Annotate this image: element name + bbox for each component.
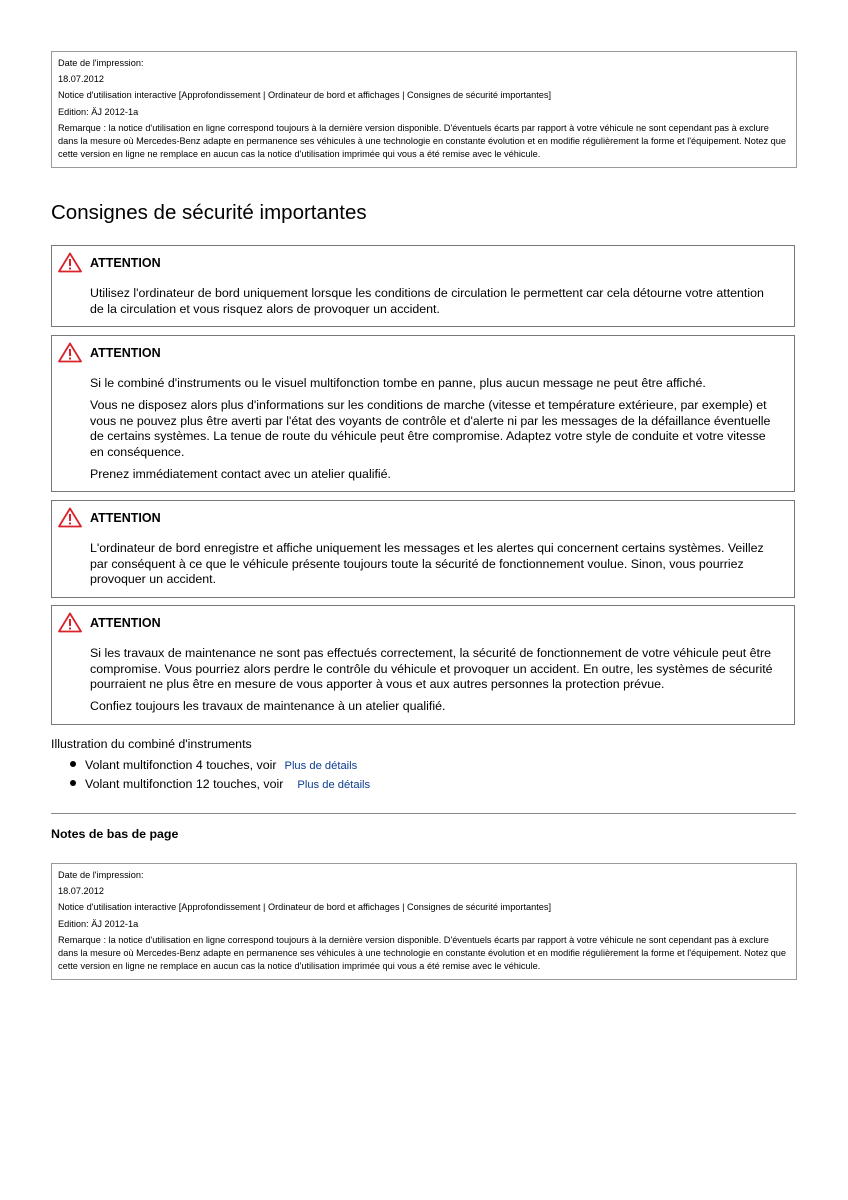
more-details-link[interactable]: Plus de détails [284, 760, 358, 772]
list-item-text: Volant multifonction 4 touches, voir [85, 758, 277, 772]
warning-body [90, 646, 774, 721]
warning-paragraph: Si le combiné d'instruments ou le visuel multifonction tombe en panne, plus aucun message ne peut être affiché. [90, 376, 706, 390]
warning-title: ATTENTION [90, 346, 161, 360]
list-item [70, 757, 357, 774]
warning-title: ATTENTION [90, 256, 161, 270]
warning-paragraph: Utilisez l'ordinateur de bord uniquement lorsque les conditions de circulation le permettent car cela détourne votre attention de la circulation et vous risquez alors de provoquer un accident. [90, 286, 764, 316]
warning-triangle-icon [58, 507, 82, 528]
warning-paragraph: Si les travaux de maintenance ne sont pas effectués correctement, la sécurité de fonctionnement de votre véhicule peut être compromise. Vous pourriez alors perdre le contrôle du véhicule et provoquer un accident. En outre, les systèmes de sécurité pourraient ne plus être en mesure de vous apporter à vous et aux autres personnes la protection prévue. [90, 646, 773, 692]
warning-triangle-icon [58, 612, 82, 633]
warning-body [90, 286, 774, 324]
bullet-dot [70, 780, 76, 786]
remark-text: Remarque : la notice d'utilisation en ligne correspond toujours à la dernière version disponible. D'éventuels écarts par rapport à votre véhicule ne sont cependant pas à exclure dans la mesure où Mercedes-Benz adapte en permanence ses véhicules à une technologie en constante évolution et en modifie régulièrement la forme et l'équipement. Notez que cette version en ligne ne remplace en aucun cas la notice d'utilisation imprimée qui vous a été remise avec le véhicule. [58, 122, 787, 160]
warning-box [51, 605, 795, 725]
notice-breadcrumb: Notice d'utilisation interactive [Approfondissement | Ordinateur de bord et affichages | Consignes de sécurité importantes] [58, 90, 552, 101]
print-date-label: Date de l'impression: [58, 870, 144, 880]
list-item [70, 776, 370, 793]
warning-body [90, 376, 774, 489]
warning-box [51, 500, 795, 598]
print-date-value: 18.07.2012 [58, 74, 104, 85]
warning-paragraph: L'ordinateur de bord enregistre et affiche uniquement les messages et les alertes qui concernent certains systèmes. Veillez par conséquent à ce que le véhicule présente toujours toute la sécurité de fonctionnement voulue. Sinon, vous pourriez provoquer un accident. [90, 541, 764, 587]
footnotes-heading: Notes de bas de page [51, 827, 179, 841]
warning-body [90, 541, 774, 594]
warning-triangle-icon [58, 342, 82, 363]
divider [51, 813, 796, 814]
warning-title: ATTENTION [90, 511, 161, 525]
print-info-header [51, 51, 797, 168]
edition-text: Edition: ÄJ 2012-1a [58, 106, 139, 117]
bullet-dot [70, 761, 76, 767]
warning-paragraph: Prenez immédiatement contact avec un atelier qualifié. [90, 466, 391, 481]
warning-title: ATTENTION [90, 616, 161, 630]
warning-box [51, 245, 795, 327]
illustration-label: Illustration du combiné d'instruments [51, 737, 252, 751]
remark-text: Remarque : la notice d'utilisation en ligne correspond toujours à la dernière version disponible. D'éventuels écarts par rapport à votre véhicule ne sont cependant pas à exclure dans la mesure où Mercedes-Benz adapte en permanence ses véhicules à une technologie en constante évolution et en modifie régulièrement la forme et l'équipement. Notez que cette version en ligne ne remplace en aucun cas la notice d'utilisation imprimée qui vous a été remise avec le véhicule. [58, 934, 787, 972]
notice-breadcrumb: Notice d'utilisation interactive [Approfondissement | Ordinateur de bord et affichages | Consignes de sécurité importantes] [58, 902, 552, 913]
warning-box [51, 335, 795, 492]
print-date-label: Date de l'impression: [58, 58, 144, 68]
page-title: Consignes de sécurité importantes [51, 201, 367, 224]
more-details-link[interactable]: Plus de détails [297, 779, 371, 791]
warning-paragraph: Vous ne disposez alors plus d'informations sur les conditions de marche (vitesse et température extérieure, par exemple) et vous ne pouvez plus être averti par l'état des voyants de contrôle et d'alerte ni par les messages de la défaillance éventuelle de certains systèmes. La tenue de route du véhicule peut être compromise. Adaptez votre style de conduite et votre vitesse en conséquence. [90, 398, 771, 459]
edition-text: Edition: ÄJ 2012-1a [58, 918, 139, 929]
print-info-footer [51, 863, 797, 980]
warning-triangle-icon [58, 252, 82, 273]
list-item-text: Volant multifonction 12 touches, voir [85, 777, 284, 791]
print-date-value: 18.07.2012 [58, 886, 104, 897]
warning-paragraph: Confiez toujours les travaux de maintenance à un atelier qualifié. [90, 699, 446, 714]
